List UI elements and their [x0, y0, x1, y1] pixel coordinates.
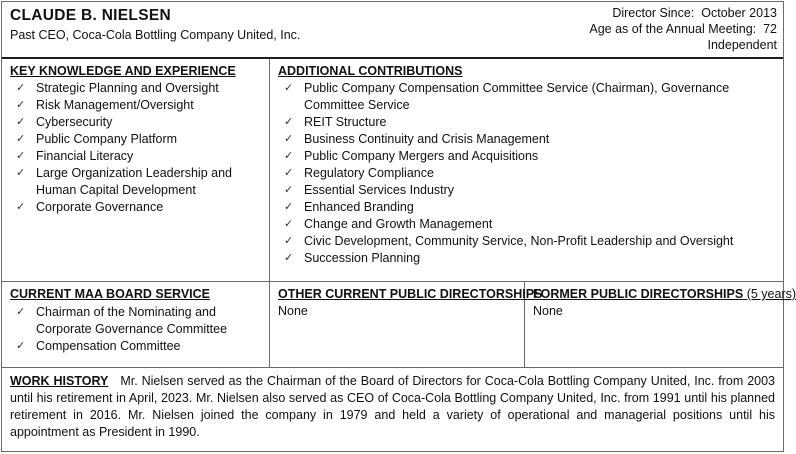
director-age: Age as of the Annual Meeting: 72: [589, 22, 777, 36]
list-item: [280, 199, 747, 216]
list-item: [12, 114, 265, 131]
list-item-text: Succession Planning: [304, 251, 421, 265]
list-item-text: Strategic Planning and Oversight: [36, 81, 219, 95]
list-item: [12, 338, 265, 355]
list-item: [280, 216, 747, 233]
list-item: [12, 131, 265, 148]
list-item-text: Chairman of the Nominating and Corporate Governance Committee: [36, 305, 228, 336]
list-item: [280, 165, 747, 182]
list-item: [280, 148, 747, 165]
list-item: [280, 250, 747, 267]
list-item-text: Civic Development, Community Service, Non-Profit Leadership and Oversight: [304, 234, 734, 248]
contributions-list: [280, 80, 747, 267]
checkmark-icon: ✓: [284, 235, 294, 247]
checkmark-icon: ✓: [16, 99, 26, 111]
list-item: [12, 148, 265, 165]
list-item-text: Business Continuity and Crisis Management: [304, 132, 550, 146]
other-directorships-value: None: [278, 304, 308, 318]
checkmark-icon: ✓: [284, 218, 294, 230]
list-item: [12, 165, 265, 199]
list-item-text: Enhanced Branding: [304, 200, 414, 214]
checkmark-icon: ✓: [16, 340, 26, 352]
list-item-text: Public Company Platform: [36, 132, 178, 146]
checkmark-icon: ✓: [16, 167, 26, 179]
knowledge-list: [12, 80, 265, 216]
former-directorships-heading: [533, 287, 796, 301]
checkmark-icon: ✓: [284, 167, 294, 179]
experience-row: [2, 59, 783, 282]
list-item: [280, 131, 747, 148]
director-subtitle: Past CEO, Coca-Cola Bottling Company United, Inc.: [10, 28, 301, 42]
director-since: Director Since: October 2013: [612, 6, 777, 20]
board-service-section: [2, 282, 270, 367]
contributions-heading: ADDITIONAL CONTRIBUTIONS: [278, 64, 463, 78]
checkmark-icon: ✓: [284, 133, 294, 145]
list-item-text: Large Organization Leadership and Human Capital Development: [36, 166, 232, 197]
former-directorships-title: FORMER PUBLIC DIRECTORSHIPS: [533, 287, 744, 301]
independence-status: Independent: [707, 38, 777, 52]
work-history-text: Mr. Nielsen served as the Chairman of the Board of Directors for Coca-Cola Bottling Company United, Inc. from 2003 until his retirement in April, 2023. Mr. Nielsen also served as CEO of Coca-Cola Bottling Company United, Inc. from 1991 until his planned retirement in 2016. Mr. Nielsen joined the company in 1979 and held a variety of operational and managerial positions until his appointment as President in 1990.: [10, 374, 775, 439]
list-item: [12, 80, 265, 97]
list-item-text: Risk Management/Oversight: [36, 98, 194, 112]
contributions-section: [270, 59, 783, 281]
knowledge-section: [2, 59, 270, 281]
list-item-text: Regulatory Compliance: [304, 166, 434, 180]
checkmark-icon: ✓: [16, 150, 26, 162]
other-directorships-section: [270, 282, 543, 367]
list-item-text: Public Company Mergers and Acquisitions: [304, 149, 539, 163]
list-item: [12, 199, 265, 216]
profile-header: [2, 2, 783, 59]
list-item-text: Compensation Committee: [36, 339, 181, 353]
checkmark-icon: ✓: [284, 116, 294, 128]
list-item: [12, 304, 265, 338]
list-item-text: REIT Structure: [304, 115, 387, 129]
list-item-text: Essential Services Industry: [304, 183, 455, 197]
list-item: [280, 182, 747, 199]
other-directorships-heading: OTHER CURRENT PUBLIC DIRECTORSHIPS: [278, 287, 543, 301]
list-item-text: Cybersecurity: [36, 115, 113, 129]
list-item-text: Financial Literacy: [36, 149, 134, 163]
work-history-section: [10, 373, 775, 441]
former-directorships-value: None: [533, 304, 563, 318]
work-history-heading: WORK HISTORY: [10, 374, 109, 388]
knowledge-heading: KEY KNOWLEDGE AND EXPERIENCE: [10, 64, 236, 78]
checkmark-icon: ✓: [16, 133, 26, 145]
list-item: [280, 114, 747, 131]
former-directorships-section: [525, 282, 796, 367]
director-profile-card: [1, 1, 796, 452]
checkmark-icon: ✓: [16, 116, 26, 128]
board-service-list: [12, 304, 265, 355]
board-service-heading: CURRENT MAA BOARD SERVICE: [10, 287, 211, 301]
former-directorships-period: (5 years): [746, 287, 796, 301]
director-meta: [589, 5, 777, 53]
list-item-text: Public Company Compensation Committee Service (Chairman), Governance Committee Service: [304, 81, 730, 112]
checkmark-icon: ✓: [284, 252, 294, 264]
work-history-row: [2, 368, 783, 451]
list-item: [280, 80, 747, 114]
checkmark-icon: ✓: [284, 82, 294, 94]
list-item: [12, 97, 265, 114]
checkmark-icon: ✓: [16, 306, 26, 318]
checkmark-icon: ✓: [284, 201, 294, 213]
checkmark-icon: ✓: [284, 150, 294, 162]
checkmark-icon: ✓: [16, 201, 26, 213]
director-name: CLAUDE B. NIELSEN: [10, 7, 171, 24]
checkmark-icon: ✓: [284, 184, 294, 196]
directorships-row: [2, 282, 796, 368]
list-item-text: Change and Growth Management: [304, 217, 493, 231]
list-item-text: Corporate Governance: [36, 200, 164, 214]
checkmark-icon: ✓: [16, 82, 26, 94]
list-item: [280, 233, 747, 250]
